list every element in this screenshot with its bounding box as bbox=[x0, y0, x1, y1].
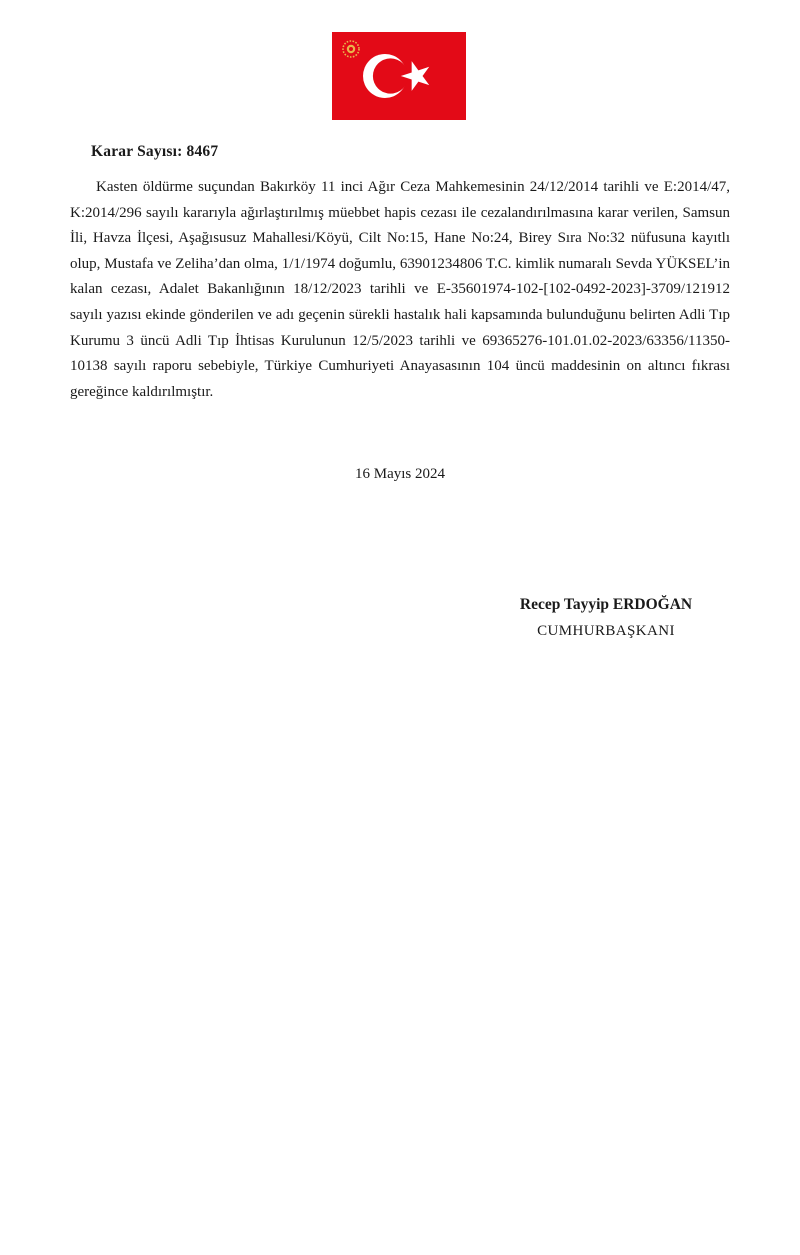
signature-block bbox=[456, 592, 756, 644]
turkish-flag-icon bbox=[332, 32, 466, 120]
signatory-name: Recep Tayyip ERDOĞAN bbox=[519, 596, 693, 613]
decision-number-heading: Karar Sayısı: 8467 bbox=[91, 143, 219, 160]
signatory-title: CUMHURBAŞKANI bbox=[537, 623, 675, 639]
decision-date: 16 Mayıs 2024 bbox=[355, 466, 445, 482]
decision-body-paragraph: Kasten öldürme suçundan Bakırköy 11 inci Ağır Ceza Mahkemesinin 24/12/2014 tarihli ve E:2014/47, K:2014/296 sayılı kararıyla ağırlaştırılmış müebbet hapis cezası ile cezalandırılmasına karar verilen, Samsun İli, Havza İlçesi, Aşağısusuz Mahallesi/Köyü, Cilt No:15, Hane No:24, Birey Sıra No:32 nüfusuna kayıtlı olup, Mustafa ve Zeliha’dan olma, 1/1/1974 doğumlu, 63901234806 T.C. kimlik numaralı Sevda YÜKSEL’in kalan cezası, Adalet Bakanlığının 18/12/2023 tarihli ve E-35601974-102-[102-0492-2023]-3709/121912 sayılı yazısı ekinde gönderilen ve adı geçenin sürekli hastalık hali kapsamında bulunduğunu belirten Adli Tıp Kurumu 3 üncü Adli Tıp İhtisas Kurulunun 12/5/2023 tarihli ve 69365276-101.01.02-2023/63356/11350-10138 sayılı raporu sebebiyle, Türkiye Cumhuriyeti Anayasasının 104 üncü maddesinin on altıncı fıkrası gereğince kaldırılmıştır. bbox=[70, 179, 730, 400]
